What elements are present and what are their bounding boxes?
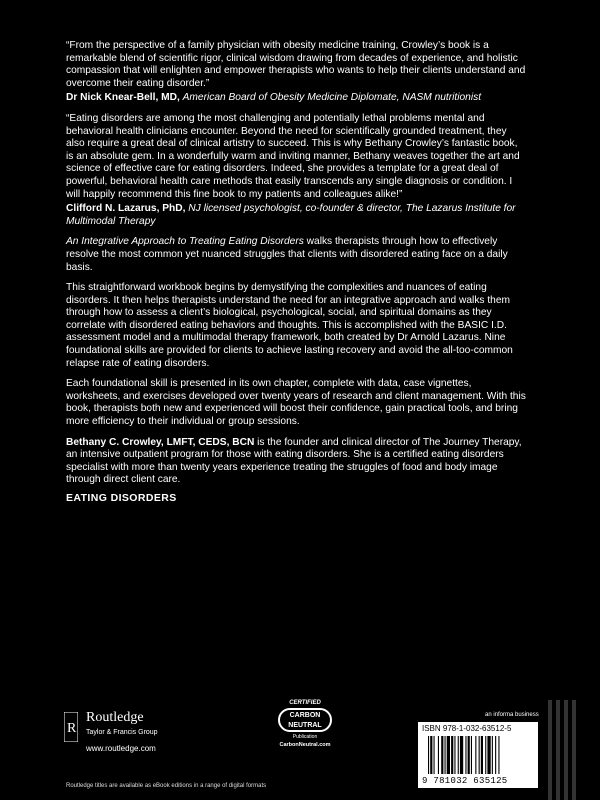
- endorser-name: Dr Nick Knear-Bell, MD,: [66, 92, 180, 104]
- isbn-label: ISBN 978-1-032-63512-5: [422, 724, 512, 733]
- publisher-tagline: Taylor & Francis Group: [86, 729, 158, 736]
- footer-note: Routledge titles are available as eBook editions in a range of digital formats: [66, 783, 267, 789]
- author-name: Bethany C. Crowley, LMFT, CEDS, BCN: [66, 436, 255, 448]
- routledge-mark-icon: [64, 712, 78, 742]
- decorative-spine-pattern: [548, 700, 578, 800]
- intro-text: walks therapists through how to effectively resolve the most common yet nuanced struggles that clients with disordered eating face on a daily basis.: [66, 236, 508, 273]
- endorser-name: Clifford N. Lazarus, PhD,: [66, 203, 186, 215]
- description-paragraph-3: Each foundational skill is presented in its own chapter, complete with data, case vignettes, worksheets, and exercises developed over twenty years of research and client management. With this book, therapists both new and experienced will boost their confidence, gain practical tools, and bring more efficiency to their individual or group sessions.: [66, 378, 526, 428]
- endorsement-author-1: [66, 92, 526, 105]
- cert-top: CERTIFIED: [289, 700, 321, 706]
- book-title: An Integrative Approach to Treating Eating Disorders: [66, 236, 304, 248]
- isbn-barcode: [418, 722, 538, 788]
- endorser-title: American Board of Obesity Medicine Diplomate, NASM nutritionist: [182, 92, 482, 104]
- category-label: EATING DISORDERS: [66, 492, 177, 504]
- routledge-logo: [64, 710, 204, 758]
- publisher-url[interactable]: www.routledge.com: [86, 744, 156, 753]
- description-intro: [66, 236, 526, 274]
- cert-line2: NEUTRAL: [288, 722, 322, 729]
- author-bio-text: is the founder and clinical director of The Journey Therapy, an intensive outpatient program for those with eating disorders. She is a certified eating disorders specialist with more than twenty years experience treating the struggles of food and body image through direct client care.: [66, 436, 522, 486]
- barcode-bars: [428, 736, 528, 774]
- description-paragraph-2: This straightforward workbook begins by demystifying the complexities and nuances of eating disorders. It then helps therapists understand the need for an integrative approach and walks them through how to assess a client’s biological, psychological, social, and spiritual domains as they correlate with disordered eating behaviors and thoughts. This is accomplished with the BASIC I.D. assessment model and a multimodal therapy framework, both created by Dr Arnold Lazarus. Nine foundational skills are provided for clients to achieve lasting recovery and avoid the all-too-common relapse rate of eating disorders.: [66, 282, 513, 369]
- endorser-title: NJ licensed psychologist, co-founder & director, The Lazarus Institute for Multimodal Therapy: [66, 203, 516, 227]
- barcode-digits: 9 781032 635125: [422, 776, 508, 786]
- svg-text:R: R: [67, 721, 77, 736]
- cert-small: Publication: [292, 734, 318, 740]
- carbon-neutral-badge: [272, 700, 338, 772]
- back-cover-text: [66, 40, 526, 495]
- author-bio: [66, 437, 526, 487]
- cert-line1: CARBON: [289, 712, 321, 719]
- endorsement-quote-2: “Eating disorders are among the most challenging and potentially lethal problems mental and behavioral health clinicians encounter. Beyond the need for scientifically grounded treatment, they also require a great deal of clinical artistry to succeed. This is why Bethany Crowley’s fantastic book, is an absolute gem. In a wonderfully warm and inviting manner, Bethany weaves together the art and science of effective care for eating disorders. Indeed, she provides a template for a great deal of powerful, behavioral health care methods that easily transcends any single diagnosis or condition. I will happily recommend this fine book to my patients and colleagues alike!”: [66, 112, 520, 200]
- cert-badge: [278, 708, 332, 732]
- endorsement-quote-1: “From the perspective of a family physician with obesity medicine training, Crowley’s book is a remarkable blend of scientific rigor, clinical wisdom drawing from decades of experience, and holistic compassion that will enlighten and empower therapists who wants to help their clients understand and overcome their eating disorder.”: [66, 40, 526, 89]
- cert-url: CarbonNeutral.com: [279, 742, 331, 748]
- publisher-name: Routledge: [86, 710, 144, 725]
- informa-text: an informa business: [485, 712, 539, 718]
- endorsement-author-2: [66, 203, 526, 228]
